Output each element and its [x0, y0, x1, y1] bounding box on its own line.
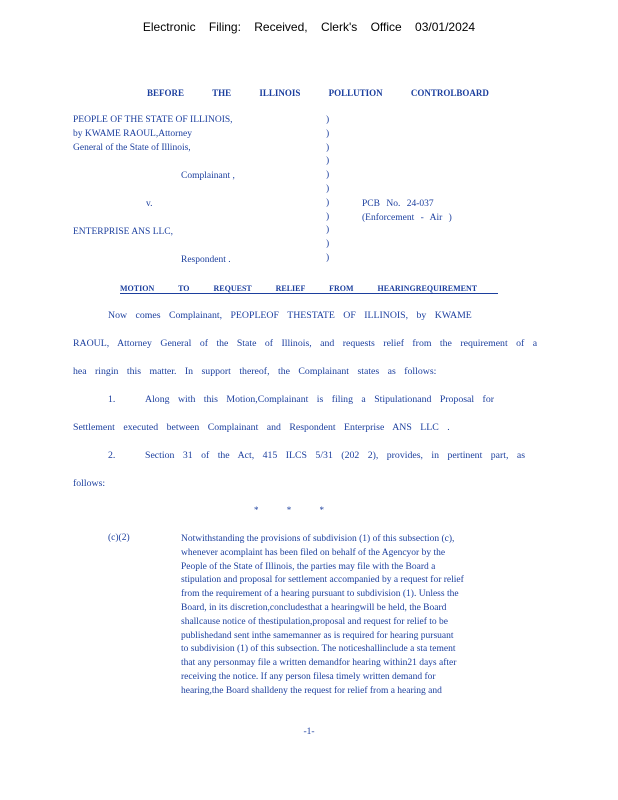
paren: )	[326, 142, 330, 153]
paren: )	[326, 170, 330, 181]
plaintiff-line: PEOPLE OF THE STATE OF ILLINOIS,	[73, 115, 233, 125]
quote-line: shallcause notice of thestipulation,proposal and request for relief to be	[181, 616, 448, 627]
caption-paren-column	[326, 114, 329, 266]
body-line: hea ringin this matter. In support thereof, the Complainant states as follows:	[73, 366, 437, 377]
body-line: Settlement executed between Complainant and Respondent Enterprise ANS LLC .	[73, 422, 450, 433]
statute-quote	[181, 533, 535, 699]
body-line: Section 31 of the Act, 415 ILCS 5/31 (202 2), provides, in pertinent part, as	[145, 450, 526, 461]
page-number: -1-	[303, 727, 315, 737]
quote-line: People of the State of Illinois, the parties may file with the Board a	[181, 561, 436, 572]
paren: )	[326, 252, 330, 263]
quote-line: that any personmay file a written demandfor hearing within21 days after	[181, 658, 457, 669]
plaintiff-line: General of the State of Illinois,	[73, 142, 191, 153]
body-line: Along with this Motion,Complainant is filing a Stipulationand Proposal for	[145, 394, 494, 405]
motion-title: MOTION TO REQUEST RELIEF FROM HEARINGREQUIREMENT	[120, 284, 498, 294]
paren: )	[326, 197, 330, 208]
body-line: RAOUL, Attorney General of the State of Illinois, and requests relief from the requirement of a	[73, 338, 538, 349]
electronic-filing-stamp: Electronic Filing: Received, Clerk's Office 03/01/2024	[142, 20, 476, 34]
quote-line: publishedand sent inthe samemanner as is required for hearing pursuant	[181, 630, 454, 641]
respondent-label: Respondent .	[181, 255, 231, 265]
paren: )	[326, 156, 330, 167]
quote-line: hearing,the Board shalldeny the request for relief from a hearing and	[181, 685, 442, 696]
quote-label: (c)(2)	[108, 533, 130, 543]
paren: )	[326, 115, 330, 125]
paragraph-number: 2.	[108, 450, 116, 461]
case-type: (Enforcement - Air )	[362, 213, 452, 223]
body-line: follows:	[73, 478, 106, 489]
quote-line: to subdivision (1) of this subsection. The noticeshallinclude a sta tement	[181, 644, 456, 655]
quote-line: from the requirement of a hearing pursuant to subdivision (1). Unless the	[181, 589, 459, 600]
quote-line: stipulation and proposal for settlement accompanied by a request for relief	[181, 575, 464, 586]
board-title: BEFORE THE ILLINOIS POLLUTION CONTROLBOARD	[147, 88, 489, 98]
paren: )	[326, 183, 330, 194]
defendant-name: ENTERPRISE ANS LLC,	[73, 227, 174, 237]
paragraph-number: 1.	[108, 394, 116, 405]
versus-label: v.	[146, 199, 153, 209]
quote-line: Board, in its discretion,concludesthat a hearingwill be held, the Board	[181, 602, 447, 613]
caption-plaintiff	[73, 114, 233, 155]
section-break-stars: * * *	[254, 505, 324, 515]
paren: )	[326, 211, 330, 222]
paren: )	[326, 128, 330, 139]
complainant-label: Complainant ,	[181, 171, 235, 181]
quote-line: Notwithstanding the provisions of subdivision (1) of this subsection (c),	[181, 534, 455, 544]
paren: )	[326, 225, 330, 236]
quote-line: whenever acomplaint has been filed on behalf of the Agencyor by the	[181, 547, 446, 558]
paren: )	[326, 239, 330, 250]
plaintiff-line: by KWAME RAOUL,Attorney	[73, 128, 193, 139]
quote-line: receiving the notice. If any person filesa timely written demand for	[181, 671, 436, 682]
body-line: Now comes Complainant, PEOPLEOF THESTATE OF ILLINOIS, by KWAME	[108, 310, 472, 321]
case-number: PCB No. 24-037	[362, 199, 434, 209]
